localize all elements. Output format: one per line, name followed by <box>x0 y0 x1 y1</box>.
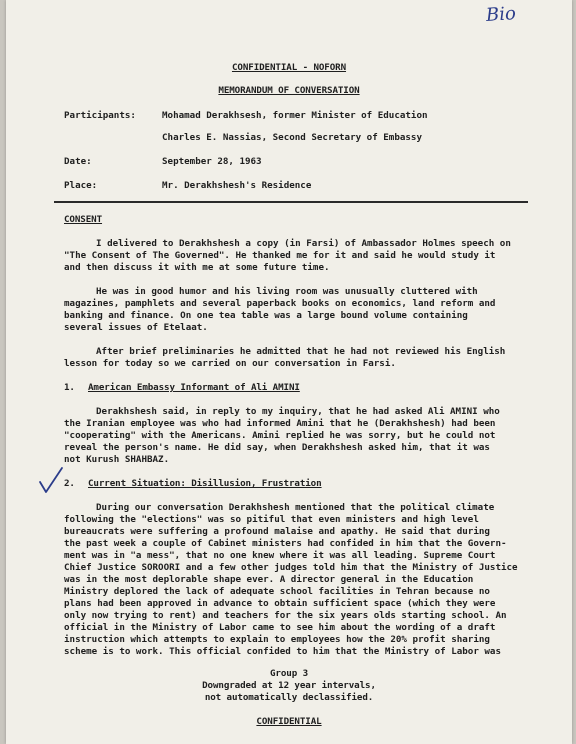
consent-heading: CONSENT <box>64 214 103 225</box>
text-line: scheme is to work. This official confided to him that the Ministry of Labor was <box>64 646 501 657</box>
text-line: banking and finance. On one tea table was a large bound volume containing <box>64 310 468 321</box>
footer-downgrade-line-2: not automatically declassified. <box>204 692 374 703</box>
date-value: September 28, 1963 <box>162 156 262 167</box>
place-value: Mr. Derakhshesh's Residence <box>162 180 312 191</box>
participant-2: Charles E. Nassias, Second Secretary of Embassy <box>162 132 422 143</box>
section-1-heading: American Embassy Informant of Ali AMINI <box>88 382 300 393</box>
text-line: Derakhshesh said, in reply to my inquiry, that he had asked Ali AMINI who <box>96 406 500 417</box>
text-line: following the "elections" was so pitiful that even ministers and high level <box>64 514 479 525</box>
section-2-paragraph <box>64 502 544 658</box>
date-label: Date: <box>64 156 92 167</box>
text-line: I delivered to Derakhshesh a copy (in Farsi) of Ambassador Holmes speech on <box>96 238 511 249</box>
text-line: official in the Ministry of Labor came to see him about the wording of a draft <box>64 622 496 633</box>
text-line: reveal the person's name. He did say, when Derakhshesh asked him, that it was <box>64 442 490 453</box>
text-line: not Kurush SHAHBAZ. <box>64 454 170 465</box>
text-line: "cooperating" with the Americans. Amini replied he was sorry, but he could not <box>64 430 496 441</box>
consent-paragraph-2 <box>64 286 544 334</box>
divider-line <box>54 201 528 203</box>
text-line: magazines, pamphlets and several paperback books on economics, land reform and <box>64 298 496 309</box>
text-line: was in the most deplorable shape ever. A director general in the Education <box>64 574 474 585</box>
memo-title: MEMORANDUM OF CONVERSATION <box>218 85 360 96</box>
text-line: and then discuss it with me at some future time. <box>64 262 330 273</box>
text-line: During our conversation Derakhshesh mentioned that the political climate <box>96 502 495 513</box>
handwritten-checkmark-icon <box>38 466 64 496</box>
text-line: After brief preliminaries he admitted that he had not reviewed his English <box>96 346 506 357</box>
place-label: Place: <box>64 180 98 191</box>
section-2-number: 2. <box>64 478 75 489</box>
text-line: He was in good humor and his living room was unusually cluttered with <box>96 286 478 297</box>
text-line: lesson for today so we carried on our conversation in Farsi. <box>64 358 396 369</box>
section-1-paragraph <box>64 406 544 466</box>
text-line: the past week a couple of Cabinet ministers had confided in him that the Govern- <box>64 538 507 549</box>
classification-footer: CONFIDENTIAL <box>256 716 322 727</box>
section-2-heading: Current Situation: Disillusion, Frustration <box>88 478 322 489</box>
text-line: the Iranian employee was who had informed Amini that he (Derakhshesh) had been <box>64 418 496 429</box>
participant-1: Mohamad Derakhsesh, former Minister of Education <box>162 110 428 121</box>
document-page <box>6 0 572 744</box>
footer-downgrade-line-1: Downgraded at 12 year intervals, <box>202 680 376 691</box>
text-line: ment was in "a mess", that no one knew where it was all leading. Supreme Court <box>64 550 496 561</box>
text-line: instruction which attempts to explain to employees how the 20% profit sharing <box>64 634 490 645</box>
consent-paragraph-3 <box>64 346 544 370</box>
text-line: several issues of Etelaat. <box>64 322 208 333</box>
text-line: bureaucrats were suffering a profound malaise and apathy. He said that during <box>64 526 490 537</box>
handwritten-annotation: Bio <box>485 2 517 27</box>
classification-header: CONFIDENTIAL - NOFORN <box>231 62 347 73</box>
consent-paragraph-1 <box>64 238 544 274</box>
text-line: Chief Justice SOROORI and a few other judges told him that the Ministry of Justice <box>64 562 518 573</box>
footer-group: Group 3 <box>269 668 309 679</box>
text-line: only now trying to rent) and teachers for the six years olds starting school. An <box>64 610 507 621</box>
participants-label: Participants: <box>64 110 136 121</box>
text-line: "The Consent of The Governed". He thanked me for it and said he would study it <box>64 250 496 261</box>
text-line: plans had been approved in advance to obtain sufficient space (which they were <box>64 598 496 609</box>
section-1-number: 1. <box>64 382 75 393</box>
text-line: Ministry deplored the lack of adequate school facilities in Tehran because no <box>64 586 490 597</box>
